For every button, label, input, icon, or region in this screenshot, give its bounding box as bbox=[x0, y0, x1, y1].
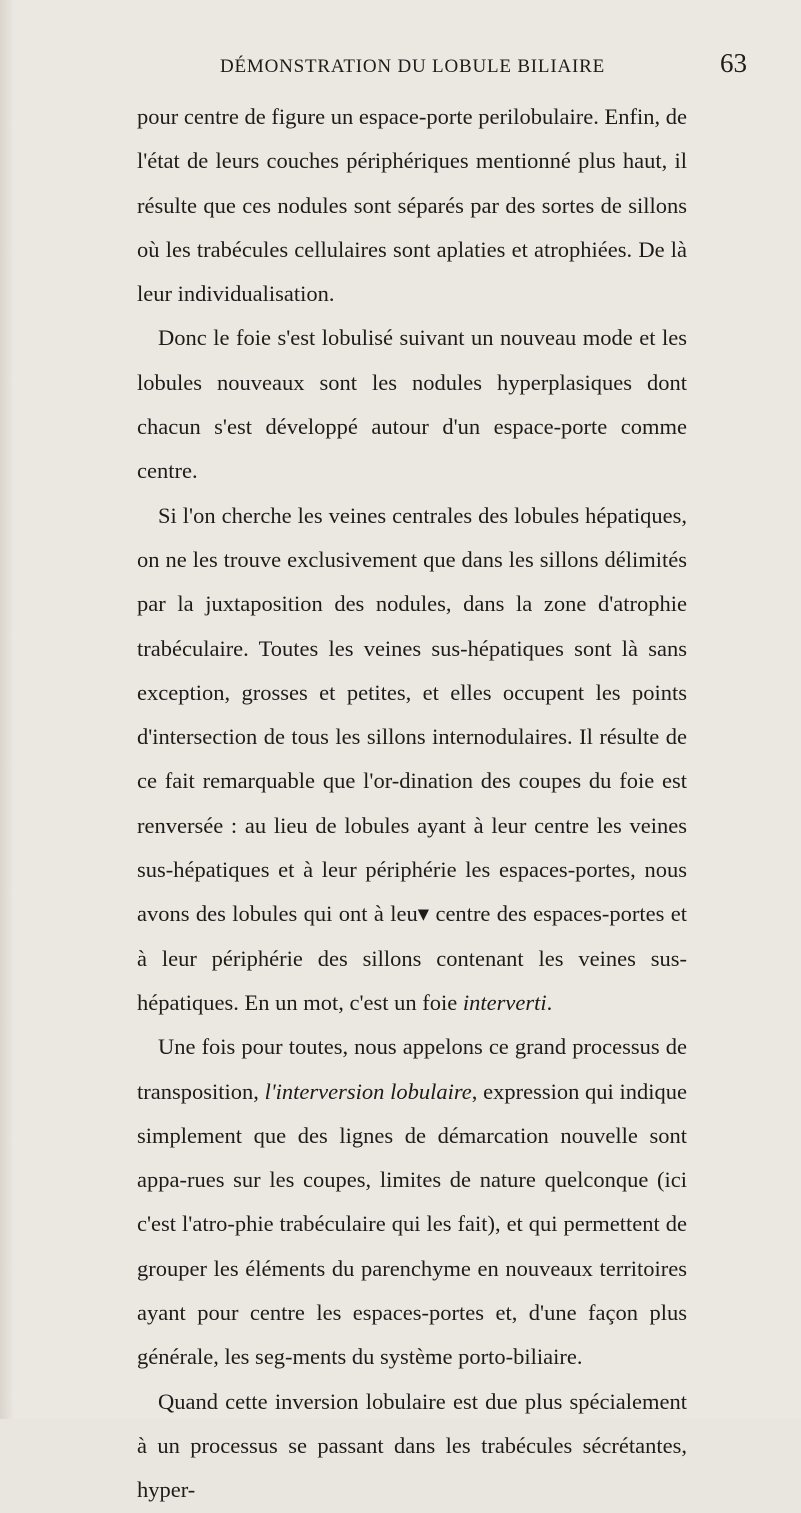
paragraph-3-after: . bbox=[546, 989, 553, 1015]
paragraph-5 bbox=[137, 1380, 687, 1513]
paragraph-4-after: , expression qui indique simplement que des lignes de démarcation nouvelle sont appa-rues sur les coupes, limites de nature quelconque (ici c'est l'atro-phie trabéculaire qui les fait), et qui permettent de grouper les éléments du parenchyme en nouveaux territoires ayant pour centre les espaces-portes et, d'une façon plus générale, les seg-ments du système porto-biliaire. bbox=[137, 1078, 687, 1370]
paragraph-2 bbox=[137, 316, 687, 493]
paragraph-4-emphasis: l'interversion lobulaire bbox=[264, 1078, 472, 1104]
running-title: DÉMONSTRATION DU LOBULE BILIAIRE bbox=[220, 56, 605, 77]
paragraph-1-text: pour centre de figure un espace-porte perilobulaire. Enfin, de l'état de leurs couches périphériques mentionné plus haut, il résulte que ces nodules sont séparés par des sortes de sillons où les trabécules cellulaires sont aplaties et atrophiées. De là leur individualisation. bbox=[137, 104, 687, 307]
paragraph-2-text: Donc le foie s'est lobulisé suivant un nouveau mode et les lobules nouveaux sont les nodules hyperplasiques dont chacun s'est développé autour d'un espace-porte comme centre. bbox=[137, 325, 687, 484]
paragraph-3-text: Si l'on cherche les veines centrales des lobules hépatiques, on ne les trouve exclusivement que dans les sillons délimités par la juxtaposition des nodules, dans la zone d'atrophie trabéculaire. Toutes les veines sus-hépatiques sont là sans exception, grosses et petites, et elles occupent les points d'intersection de tous les sillons internodulaires. Il résulte de ce fait remarquable que l'or-dination des coupes du foie est renversée : au lieu de lobules ayant à leur centre les veines sus-hépatiques et à leur périphérie les espaces-portes, nous avons des lobules qui ont à leu▾ centre des espaces-portes et à leur périphérie des sillons contenant les veines sus-hépatiques. En un mot, c'est un foie bbox=[137, 502, 687, 1015]
paragraph-1 bbox=[137, 95, 687, 316]
running-head bbox=[0, 48, 801, 88]
paragraph-3-emphasis: interverti bbox=[462, 989, 547, 1015]
paragraph-4 bbox=[137, 1025, 687, 1379]
paragraph-5-text: Quand cette inversion lobulaire est due plus spécialement à un processus se passant dans les trabécules sécrétantes, hyper- bbox=[137, 1388, 687, 1503]
paragraph-3 bbox=[137, 494, 687, 1026]
page-number: 63 bbox=[720, 48, 747, 78]
body-text bbox=[137, 95, 687, 1513]
binding-gutter-shadow bbox=[0, 0, 14, 1419]
paragraph-4-text: Une fois pour toutes, nous appelons ce grand processus de transposition, bbox=[137, 1034, 687, 1104]
